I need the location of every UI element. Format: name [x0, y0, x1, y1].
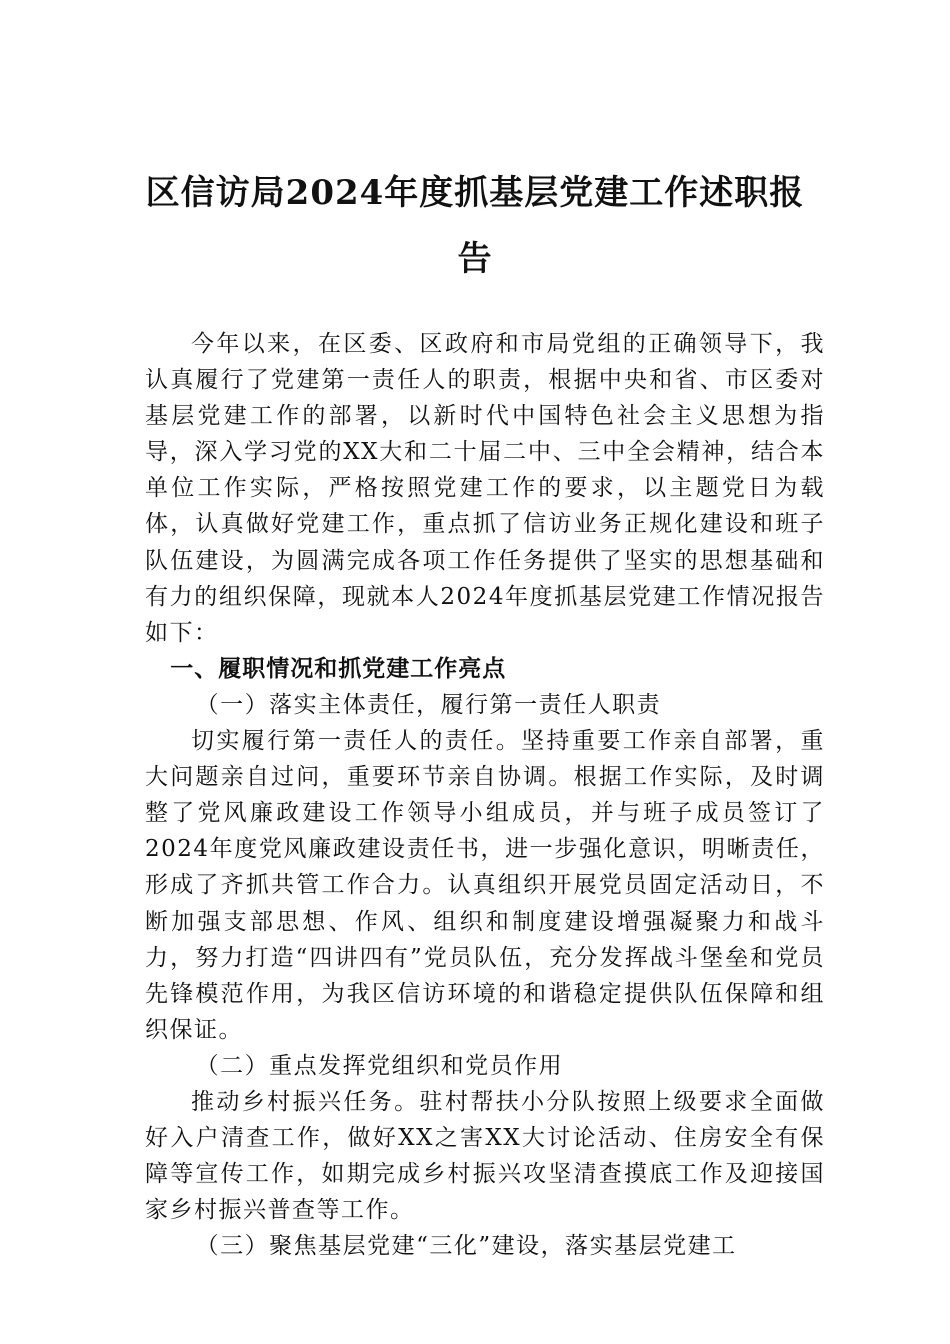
document-body — [145, 326, 825, 1264]
section-heading-1: 一、履职情况和抓党建工作亮点 — [170, 655, 507, 682]
subsection-heading-2: （二）重点发挥党组织和党员作用 — [195, 1052, 564, 1079]
body-paragraph-1: 切实履行第一责任人的责任。坚持重要工作亲自部署，重大问题亲自过问，重要环节亲自协调。根据工作实际，及时调整了党风廉政建设工作领导小组成员，并与班子成员签订了2024年度党风廉政建设责任书，进一步强化意识，明晰责任，形成了齐抓共管工作合力。认真组织开展党员固定活动日，不断加强支部思想、作风、组织和制度建设增强凝聚力和战斗力，努力打造“四讲四有”党员队伍，充分发挥战斗堡垒和党员先锋模范作用，为我区信访环境的和谐稳定提供队伍保障和组织保证。 — [145, 728, 825, 1043]
subsection-heading-1: （一）落实主体责任，履行第一责任人职责 — [195, 691, 662, 718]
intro-paragraph: 今年以来，在区委、区政府和市局党组的正确领导下，我认真履行了党建第一责任人的职责，根据中央和省、市区委对基层党建工作的部署，以新时代中国特色社会主义思想为指导，深入学习党的XX大和二十届二中、三中全会精神，结合本单位工作实际，严格按照党建工作的要求，以主题党日为载体，认真做好党建工作，重点抓了信访业务正规化建设和班子队伍建设，为圆满完成各项工作任务提供了坚实的思想基础和有力的组织保障，现就本人2024年度抓基层党建工作情况报告如下： — [145, 331, 825, 646]
document-title: 区信访局2024年度抓基层党建工作述职报告 — [145, 173, 805, 279]
body-paragraph-2: 推动乡村振兴任务。驻村帮扶小分队按照上级要求全面做好入户清查工作，做好XX之害XX大讨论活动、住房安全有保障等宣传工作，如期完成乡村振兴攻坚清查摸底工作及迎接国家乡村振兴普查等工作。 — [145, 1088, 825, 1224]
subsection-heading-3: （三）聚焦基层党建“三化”建设，落实基层党建工 — [195, 1233, 737, 1260]
